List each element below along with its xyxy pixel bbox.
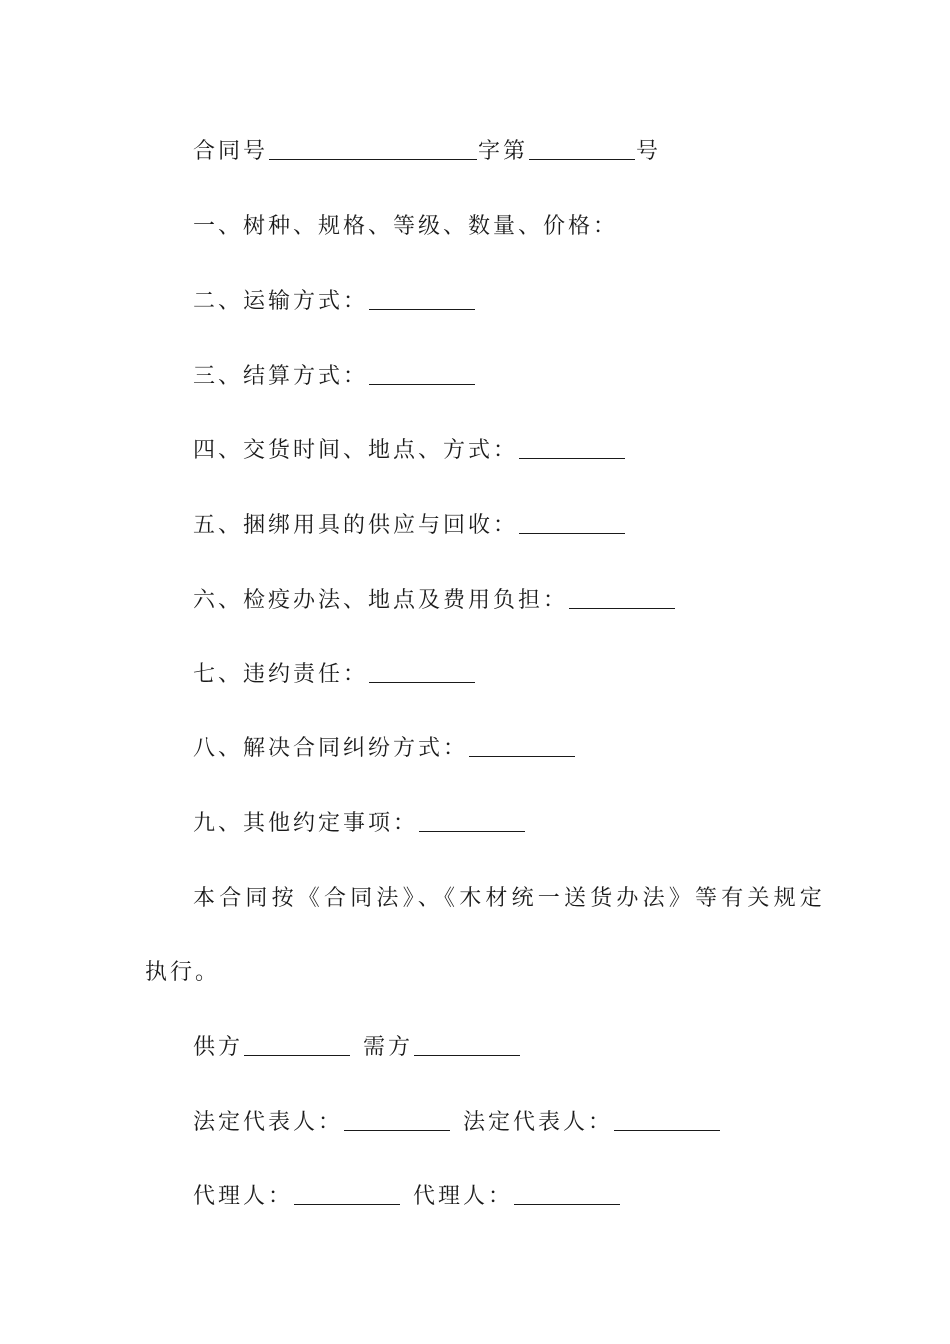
clause-9 (193, 809, 526, 839)
clause-3 (193, 362, 476, 392)
clause-8 (193, 734, 576, 764)
clause-blank[interactable] (519, 436, 625, 459)
supplier-label: 供方 (193, 1035, 244, 1060)
clause-7 (193, 660, 476, 690)
clause-blank[interactable] (369, 660, 475, 683)
clause-label: 四、交货时间、地点、方式： (193, 438, 519, 463)
clause-label: 八、解决合同纠纷方式： (193, 736, 469, 761)
buyer-blank[interactable] (414, 1033, 520, 1056)
legal-rep-right-label: 法定代表人： (463, 1110, 614, 1135)
basis-line-2: 执行。 (145, 960, 221, 985)
buyer-label: 需方 (363, 1035, 414, 1060)
contract-number-mid: 字第 (478, 139, 529, 164)
clause-label: 五、捆绑用具的供应与回收： (193, 513, 519, 538)
clause-4 (193, 436, 626, 466)
legal-rep-line (193, 1108, 721, 1138)
clause-5 (193, 511, 626, 541)
clause-6 (193, 586, 676, 616)
contract-serial-blank[interactable] (529, 137, 635, 160)
contract-number-label: 合同号 (193, 139, 269, 164)
supplier-blank[interactable] (244, 1033, 350, 1056)
clause-label: 九、其他约定事项： (193, 811, 419, 836)
clause-blank[interactable] (369, 287, 475, 310)
legal-rep-right-blank[interactable] (614, 1108, 720, 1131)
agent-line (193, 1182, 621, 1212)
clause-blank[interactable] (519, 511, 625, 534)
agent-right-label: 代理人： (413, 1184, 514, 1209)
clause-2 (193, 287, 476, 317)
clause-label: 三、结算方式： (193, 364, 369, 389)
clause-label: 二、运输方式： (193, 289, 369, 314)
agent-left-label: 代理人： (193, 1184, 294, 1209)
clause-1 (193, 212, 618, 242)
legal-rep-left-blank[interactable] (344, 1108, 450, 1131)
agent-right-blank[interactable] (514, 1182, 620, 1205)
party-line (193, 1033, 521, 1063)
clause-blank[interactable] (569, 586, 675, 609)
clause-label: 一、树种、规格、等级、数量、价格： (193, 214, 619, 239)
basis-line-1: 本合同按《合同法》、《木材统一送货办法》等有关规定 (193, 886, 827, 911)
contract-number-blank[interactable] (269, 137, 477, 160)
clause-label: 六、检疫办法、地点及费用负担： (193, 588, 569, 613)
clause-blank[interactable] (419, 809, 525, 832)
clause-blank[interactable] (469, 734, 575, 757)
agent-left-blank[interactable] (294, 1182, 400, 1205)
legal-rep-left-label: 法定代表人： (193, 1110, 344, 1135)
clause-blank[interactable] (369, 362, 475, 385)
contract-number-line (193, 137, 661, 167)
contract-number-end: 号 (636, 139, 662, 164)
clause-label: 七、违约责任： (193, 662, 369, 687)
